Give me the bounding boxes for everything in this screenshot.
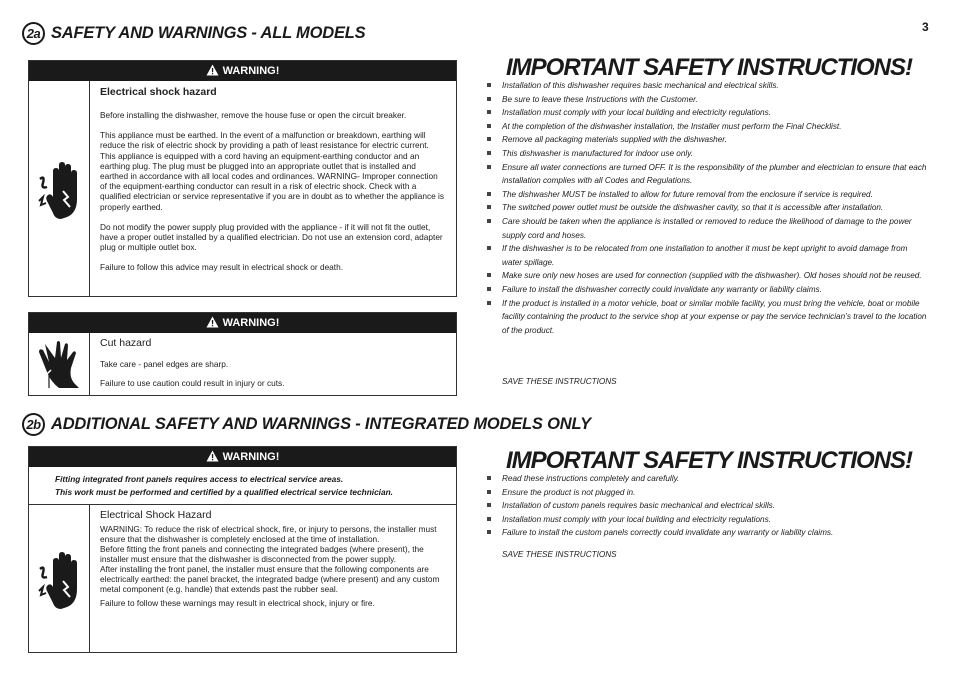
warning-triangle-icon [206,316,219,331]
page-number: 3 [922,20,929,34]
warning-paragraph: Failure to follow this advice may result in electrical shock or death. [100,262,344,273]
list-item: Ensure the product is not plugged in. [487,486,927,500]
list-item: If the dishwasher is to be relocated from one installation to another it must be kept upright to avoid damage from water spillage. [487,242,927,269]
warning-bar [29,447,456,467]
important-list-b [487,472,927,540]
list-item: The dishwasher MUST be installed to allow for future removal from the enclosure if service is required. [487,188,927,202]
save-instructions-b: SAVE THESE INSTRUCTIONS [502,550,617,559]
warning-triangle-icon [206,64,219,79]
list-item: If the product is installed in a motor vehicle, boat or similar mobile facility, you must bring the vehicle, boat or mobile facility containing the product to the service shop at your expense or pay the service technician’s travel to the location of the product. [487,297,927,338]
warning-label: WARNING! [222,317,280,329]
list-item: Ensure all water connections are turned OFF. It is the responsibility of the plumber and electrician to ensure that each installation complies with all Codes and Regulations. [487,161,927,188]
warning-label: WARNING! [222,65,280,77]
warning-paragraph: Do not modify the power supply plug provided with the appliance - if it will not fit the outlet, have a proper outlet installed by a qualified electrician. Do not use an extension cord, adapter plug or multiple outlet box. [100,221,443,253]
warning-paragraph: Before fitting the front panels and connecting the integrated badges (where present), the installer must ensure that the dishwasher is disconnected from the power supply. [100,544,424,564]
list-item: Installation of custom panels requires basic mechanical and electrical skills. [487,499,927,513]
important-title-a: IMPORTANT SAFETY INSTRUCTIONS! [506,54,913,81]
list-item: Make sure only new hoses are used for connection (supplied with the dishwasher). Old hoses should not be reused. [487,269,927,283]
list-item: At the completion of the dishwasher installation, the Installer must perform the Final Checklist. [487,120,927,134]
list-item: Installation of this dishwasher requires basic mechanical and electrical skills. [487,79,927,93]
electric-shock-hand-icon [29,505,90,652]
important-title-b: IMPORTANT SAFETY INSTRUCTIONS! [506,447,913,474]
warning-note [29,467,456,505]
list-item: Remove all packaging materials supplied with the dishwasher. [487,133,927,147]
warning-bar [29,61,456,81]
warning-bar [29,313,456,333]
section-a-heading [22,22,365,45]
list-item: Installation must comply with your local building and electricity regulations. [487,513,927,527]
warning-paragraph: WARNING: To reduce the risk of electrical shock, fire, or injury to persons, the installer must ensure that the dishwasher is completely enclosed at the time of installation. [100,524,437,544]
electric-shock-hand-icon [29,81,90,296]
warning-paragraph: This appliance must be earthed. In the event of a malfunction or breakdown, earthing will reduce the risk of electric shock by providing a path of least resistance for electric current. This appliance is equipped with a cord having an equipment-earthing conductor and an earthing plug. The plug must be plugged into an appropriate outlet that is installed and earthed in accordance with all local codes and ordinances. WARNING- Improper connection of the equipment-earthing conductor can result in a risk of electric shock. Check with a qualified electrician or service representative if you are in doubt as to whether the appliance is properly earthed. [100,130,445,212]
section-a-badge: 2a [22,22,45,45]
warning-paragraph: Before installing the dishwasher, remove the house fuse or open the circuit breaker. [100,110,407,120]
warning-box-electrical [28,60,457,297]
list-item: Failure to install the dishwasher correctly could invalidate any warranty or liability claims. [487,283,927,297]
warning-note-line: Fitting integrated front panels requires access to electrical service areas. [55,474,344,484]
warning-note-line: This work must be performed and certified by a qualified electrical service technician. [55,486,393,497]
warning-triangle-icon [206,450,219,465]
warning-paragraph: Failure to use caution could result in injury or cuts. [100,378,285,389]
warning-box-integrated [28,446,457,653]
save-instructions-a: SAVE THESE INSTRUCTIONS [502,377,617,386]
cut-hand-icon [29,333,90,395]
list-item: The switched power outlet must be outside the dishwasher cavity, so that it is accessible after installation. [487,201,927,215]
warning-label: WARNING! [222,451,280,463]
section-b-title: ADDITIONAL SAFETY AND WARNINGS - INTEGRATED MODELS ONLY [51,415,591,433]
warning-box-cut [28,312,457,396]
list-item: This dishwasher is manufactured for indoor use only. [487,147,927,161]
list-item: Care should be taken when the appliance is installed or removed to reduce the likelihood of damage to the power supply cord and hoses. [487,215,927,242]
warning-paragraph: Take care - panel edges are sharp. [100,359,229,369]
list-item: Be sure to leave these Instructions with the Customer. [487,93,927,107]
list-item: Failure to install the custom panels correctly could invalidate any warranty or liability claims. [487,526,927,540]
important-list-a [487,79,927,337]
list-item: Installation must comply with your local building and electricity regulations. [487,106,927,120]
warning-title: Cut hazard [100,337,152,349]
section-a-title: SAFETY AND WARNINGS - ALL MODELS [51,24,366,42]
warning-title: Electrical shock hazard [100,86,217,98]
warning-title: Electrical Shock Hazard [100,509,212,521]
section-b-heading [22,413,591,436]
warning-paragraph: After installing the front panel, the installer must ensure that the following components are electrically earthed: the panel bracket, the integrated badge (where present) and any custom metal component (e.g. handle) that extends past the rubber seal. [100,564,440,594]
section-b-badge: 2b [22,413,45,436]
warning-paragraph: Failure to follow these warnings may result in electrical shock, injury or fire. [100,598,375,608]
list-item: Read these instructions completely and carefully. [487,472,927,486]
